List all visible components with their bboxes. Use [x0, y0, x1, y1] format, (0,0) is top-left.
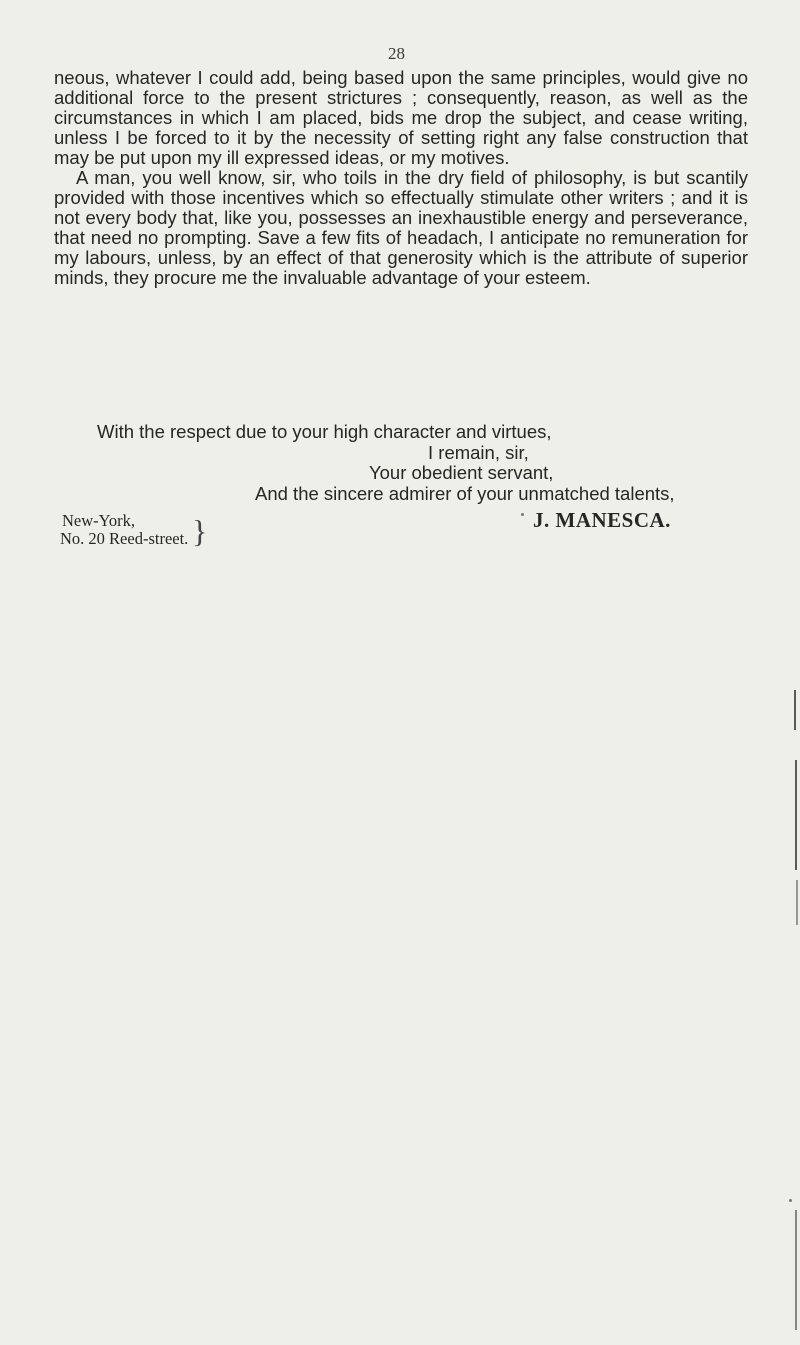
closing-remain-line: I remain, sir, [428, 442, 529, 463]
paragraph-philosophy: A man, you well know, sir, who toils in the dry field of philosophy, is but scantily provided with those incentives which so effectually stimulate other writers ; and it is not every body that, like you, possesses an inexhaustible energy and perseverance, that need no prompting. Save a few fits of headach, I anticipate no remuneration for my labours, unless, by an effect of that generosity which is the attribute of superior minds, they procure me the invaluable advantage of your esteem. [54, 167, 748, 288]
letter-body [54, 68, 748, 288]
page-edge-mark [796, 880, 798, 925]
address-block [60, 511, 208, 549]
ink-speck [789, 1199, 792, 1202]
signature-name: J. MANESCA. [533, 508, 671, 532]
paragraph-continued: neous, whatever I could add, being based upon the same principles, would give no additional force to the present strictures ; consequently, reason, as well as the circumstances in which I am placed, bids me drop the subject, and cease writing, unless I be forced to it by the necessity of setting right any false construction that may be put upon my ill expressed ideas, or my motives. [54, 67, 748, 168]
address-street: No. 20 Reed-street. [60, 529, 189, 548]
closing-admirer-line: And the sincere admirer of your unmatched talents, [255, 483, 675, 504]
closing-respect-line: With the respect due to your high character and virtues, [97, 421, 552, 442]
closing-servant-line: Your obedient servant, [369, 462, 554, 483]
address-city: New-York, [62, 511, 136, 530]
ink-speck [521, 513, 524, 516]
page-edge-mark [795, 760, 797, 870]
page-number: 28 [388, 44, 405, 63]
page-edge-mark [794, 690, 796, 730]
brace-icon: } [192, 513, 208, 549]
page-edge-mark [795, 1210, 797, 1330]
